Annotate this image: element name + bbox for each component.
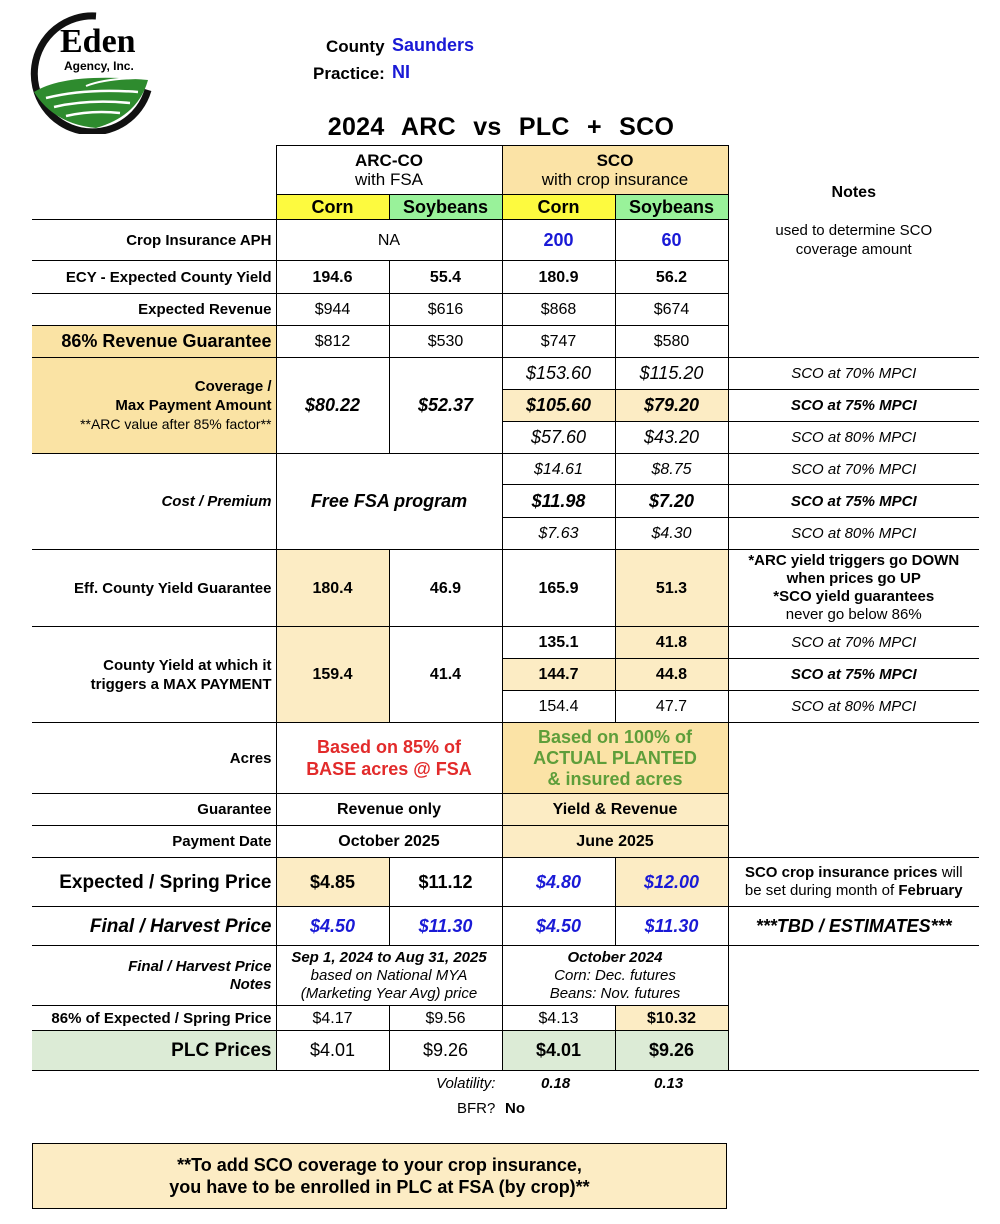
- blank-cell: [728, 1006, 979, 1031]
- spring86-sco-corn: $4.13: [502, 1006, 615, 1031]
- cost-arc-value: Free FSA program: [276, 454, 502, 550]
- coverage-sco-corn-80: $57.60: [502, 422, 615, 454]
- acres-sco-value: [502, 723, 728, 794]
- trigger-row: [32, 627, 979, 659]
- cost-sco-corn-80: $7.63: [502, 518, 615, 550]
- plc-prices-arc-soy: $9.26: [389, 1031, 502, 1071]
- plc-prices-sco-soy: $9.26: [615, 1031, 728, 1071]
- spring-price-note: [728, 858, 979, 907]
- eden-agency-logo: [26, 12, 154, 134]
- eff-yield-note-line4: never go below 86%: [785, 606, 922, 623]
- revenue-guarantee-arc-corn: $812: [276, 326, 389, 358]
- trigger-label-line2: triggers a MAX PAYMENT: [90, 675, 272, 693]
- harvest-notes-arc-line1: Sep 1, 2024 to Aug 31, 2025: [291, 948, 487, 966]
- eff-yield-note-line1: *ARC yield triggers go DOWN: [748, 552, 960, 569]
- eff-yield-arc-corn: 180.4: [276, 550, 389, 627]
- harvest-price-sco-soy: $11.30: [615, 907, 728, 946]
- harvest-notes-sco: [502, 946, 728, 1006]
- trigger-sco-soy-75: 44.8: [615, 659, 728, 691]
- blank-cell: [32, 195, 276, 220]
- eff-yield-note-line3: *SCO yield guarantees: [773, 588, 935, 605]
- expected-revenue-row: [32, 294, 979, 326]
- harvest-price-row: [32, 907, 979, 946]
- spring-price-note-month: February: [898, 882, 963, 899]
- bfr-value: No: [505, 1100, 525, 1117]
- logo-subtitle: Agency, Inc.: [64, 59, 134, 73]
- eff-yield-sco-corn: 165.9: [502, 550, 615, 627]
- blank-cell: [728, 326, 979, 358]
- spring-price-arc-corn: $4.85: [276, 858, 389, 907]
- revenue-guarantee-arc-soy: $530: [389, 326, 502, 358]
- blank-cell: [32, 146, 276, 195]
- blank-cell: [728, 946, 979, 1006]
- cost-sco-soy-75: $7.20: [615, 485, 728, 518]
- county-label: County: [326, 37, 385, 56]
- coverage-note-75: SCO at 75% MPCI: [728, 390, 979, 422]
- footer-note: [32, 1143, 727, 1209]
- eff-yield-arc-soy: 46.9: [389, 550, 502, 627]
- blank-cell: [728, 794, 979, 826]
- harvest-notes-label: [32, 946, 276, 1006]
- guarantee-sco-value: Yield & Revenue: [502, 794, 728, 826]
- guarantee-label: Guarantee: [32, 794, 276, 826]
- volatility-label: Volatility:: [436, 1075, 496, 1092]
- revenue-guarantee-label: 86% Revenue Guarantee: [32, 326, 276, 358]
- comparison-table: [32, 145, 979, 1071]
- spring86-row: [32, 1006, 979, 1031]
- practice-value: NI: [392, 62, 410, 82]
- revenue-guarantee-row: [32, 326, 979, 358]
- cost-row: [32, 454, 979, 485]
- cost-note-80: SCO at 80% MPCI: [728, 518, 979, 550]
- coverage-sco-soy-80: $43.20: [615, 422, 728, 454]
- spring-price-note-rest: will: [937, 864, 963, 881]
- guarantee-row: [32, 794, 979, 826]
- payment-date-sco-value: June 2025: [502, 826, 728, 858]
- eff-yield-row: [32, 550, 979, 627]
- coverage-label: [32, 358, 276, 454]
- blank-cell: [728, 723, 979, 794]
- spring-price-sco-corn: $4.80: [502, 858, 615, 907]
- arc-co-subtitle: with FSA: [354, 170, 424, 189]
- plc-prices-label: PLC Prices: [32, 1031, 276, 1071]
- acres-sco-line1: Based on 100% of: [537, 726, 693, 747]
- spring-price-arc-soy: $11.12: [389, 858, 502, 907]
- cost-sco-corn-75: $11.98: [502, 485, 615, 518]
- volatility-corn: 0.18: [541, 1075, 571, 1092]
- eff-yield-note-line2: when prices go UP: [786, 570, 921, 587]
- page-title: 2024 ARC vs PLC + SCO: [327, 113, 675, 141]
- ecy-label: ECY - Expected County Yield: [32, 261, 276, 294]
- harvest-price-label: Final / Harvest Price: [32, 907, 276, 946]
- harvest-price-arc-soy: $11.30: [389, 907, 502, 946]
- acres-arc-line2: BASE acres @ FSA: [306, 759, 472, 779]
- sco-corn-header: Corn: [502, 195, 615, 220]
- expected-revenue-sco-soy: $674: [615, 294, 728, 326]
- coverage-arc-corn: $80.22: [276, 358, 389, 454]
- ecy-arc-corn: 194.6: [276, 261, 389, 294]
- eff-yield-sco-soy: 51.3: [615, 550, 728, 627]
- trigger-arc-corn: 159.4: [276, 627, 389, 723]
- coverage-row: [32, 358, 979, 390]
- aph-sco-corn: 200: [502, 220, 615, 261]
- header-group-row: [32, 146, 979, 195]
- trigger-sco-corn-75: 144.7: [502, 659, 615, 691]
- ecy-row: [32, 261, 979, 294]
- trigger-sco-corn-70: 135.1: [502, 627, 615, 659]
- blank-cell: [728, 1031, 979, 1071]
- spring-price-row: [32, 858, 979, 907]
- aph-label: Crop Insurance APH: [32, 220, 276, 261]
- harvest-notes-label-line2: Notes: [229, 975, 272, 993]
- spring-price-sco-soy: $12.00: [615, 858, 728, 907]
- eff-yield-label: Eff. County Yield Guarantee: [32, 550, 276, 627]
- notes-header: Notes: [831, 184, 876, 201]
- footer-note-line1: **To add SCO coverage to your crop insurance,: [177, 1155, 582, 1175]
- cost-sco-soy-70: $8.75: [615, 454, 728, 485]
- aph-sco-soy: 60: [615, 220, 728, 261]
- expected-revenue-arc-corn: $944: [276, 294, 389, 326]
- cost-note-70: SCO at 70% MPCI: [728, 454, 979, 485]
- county-value: Saunders: [392, 35, 475, 55]
- ecy-arc-soy: 55.4: [389, 261, 502, 294]
- acres-row: [32, 723, 979, 794]
- guarantee-arc-value: Revenue only: [276, 794, 502, 826]
- trigger-sco-soy-80: 47.7: [615, 691, 728, 723]
- practice-label: Practice:: [313, 64, 385, 83]
- aph-arc-value: NA: [276, 220, 502, 261]
- ecy-sco-corn: 180.9: [502, 261, 615, 294]
- volatility-soy: 0.13: [654, 1075, 684, 1092]
- sco-subtitle: with crop insurance: [541, 170, 689, 189]
- trigger-label: [32, 627, 276, 723]
- expected-revenue-arc-soy: $616: [389, 294, 502, 326]
- harvest-notes-label-line1: Final / Harvest Price: [128, 957, 272, 975]
- logo-name: Eden: [60, 23, 136, 60]
- cost-sco-corn-70: $14.61: [502, 454, 615, 485]
- blank-cell: [728, 261, 979, 294]
- revenue-guarantee-sco-soy: $580: [615, 326, 728, 358]
- coverage-sco-corn-75: $105.60: [502, 390, 615, 422]
- harvest-notes-sco-line1: October 2024: [567, 948, 663, 966]
- spring86-sco-soy: $10.32: [615, 1006, 728, 1031]
- harvest-price-note: ***TBD / ESTIMATES***: [728, 907, 979, 946]
- coverage-note-70: SCO at 70% MPCI: [728, 358, 979, 390]
- cost-note-75: SCO at 75% MPCI: [728, 485, 979, 518]
- coverage-sco-soy-70: $115.20: [615, 358, 728, 390]
- trigger-sco-corn-80: 154.4: [502, 691, 615, 723]
- trigger-sco-soy-70: 41.8: [615, 627, 728, 659]
- sco-soybeans-header: Soybeans: [615, 195, 728, 220]
- acres-sco-line3: & insured acres: [547, 768, 683, 789]
- eff-yield-note: [728, 550, 979, 627]
- blank-cell: [728, 826, 979, 858]
- acres-arc-value: [276, 723, 502, 794]
- trigger-note-70: SCO at 70% MPCI: [728, 627, 979, 659]
- coverage-sco-corn-70: $153.60: [502, 358, 615, 390]
- coverage-label-line2: Max Payment Amount: [115, 397, 272, 414]
- coverage-arc-soy: $52.37: [389, 358, 502, 454]
- coverage-sco-soy-75: $79.20: [615, 390, 728, 422]
- trigger-note-75: SCO at 75% MPCI: [728, 659, 979, 691]
- spring86-arc-soy: $9.56: [389, 1006, 502, 1031]
- revenue-guarantee-sco-corn: $747: [502, 326, 615, 358]
- arc-co-title: ARC-CO: [355, 151, 423, 170]
- harvest-notes-sco-line2: Corn: Dec. futures: [554, 966, 676, 984]
- cost-label: Cost / Premium: [32, 454, 276, 550]
- expected-revenue-sco-corn: $868: [502, 294, 615, 326]
- spring-price-note-line2: be set during month of: [744, 882, 899, 899]
- spring86-arc-corn: $4.17: [276, 1006, 389, 1031]
- expected-revenue-label: Expected Revenue: [32, 294, 276, 326]
- harvest-price-arc-corn: $4.50: [276, 907, 389, 946]
- harvest-price-sco-corn: $4.50: [502, 907, 615, 946]
- bfr-label: BFR?: [457, 1100, 496, 1117]
- acres-label: Acres: [32, 723, 276, 794]
- coverage-label-line1: Coverage /: [194, 378, 272, 395]
- acres-sco-line2: ACTUAL PLANTED: [533, 747, 697, 768]
- blank-cell: [728, 294, 979, 326]
- spring86-label: 86% of Expected / Spring Price: [32, 1006, 276, 1031]
- harvest-notes-arc: [276, 946, 502, 1006]
- harvest-notes-arc-line2: based on National MYA: [310, 966, 468, 984]
- trigger-note-80: SCO at 80% MPCI: [728, 691, 979, 723]
- arc-soybeans-header: Soybeans: [389, 195, 502, 220]
- trigger-arc-soy: 41.4: [389, 627, 502, 723]
- payment-date-arc-value: October 2025: [276, 826, 502, 858]
- footer-note-line2: you have to be enrolled in PLC at FSA (by crop)**: [169, 1177, 590, 1197]
- aph-note: used to determine SCO coverage amount: [775, 222, 933, 258]
- plc-prices-sco-corn: $4.01: [502, 1031, 615, 1071]
- harvest-notes-arc-line3: (Marketing Year Avg) price: [300, 984, 478, 1002]
- arc-co-header: [276, 146, 502, 195]
- payment-date-label: Payment Date: [32, 826, 276, 858]
- payment-date-row: [32, 826, 979, 858]
- cost-sco-soy-80: $4.30: [615, 518, 728, 550]
- spring-price-note-bold: SCO crop insurance prices: [744, 864, 938, 881]
- sco-header: [502, 146, 728, 195]
- acres-arc-line1: Based on 85% of: [316, 737, 462, 757]
- arc-corn-header: Corn: [276, 195, 389, 220]
- harvest-notes-sco-line3: Beans: Nov. futures: [549, 984, 681, 1002]
- plc-prices-arc-corn: $4.01: [276, 1031, 389, 1071]
- sco-title: SCO: [596, 151, 634, 170]
- coverage-label-line3: **ARC value after 85% factor**: [80, 416, 272, 432]
- ecy-sco-soy: 56.2: [615, 261, 728, 294]
- plc-prices-row: [32, 1031, 979, 1071]
- trigger-label-line1: County Yield at which it: [103, 656, 272, 674]
- aph-row: [32, 220, 979, 261]
- harvest-notes-row: [32, 946, 979, 1006]
- spring-price-label: Expected / Spring Price: [32, 858, 276, 907]
- coverage-note-80: SCO at 80% MPCI: [728, 422, 979, 454]
